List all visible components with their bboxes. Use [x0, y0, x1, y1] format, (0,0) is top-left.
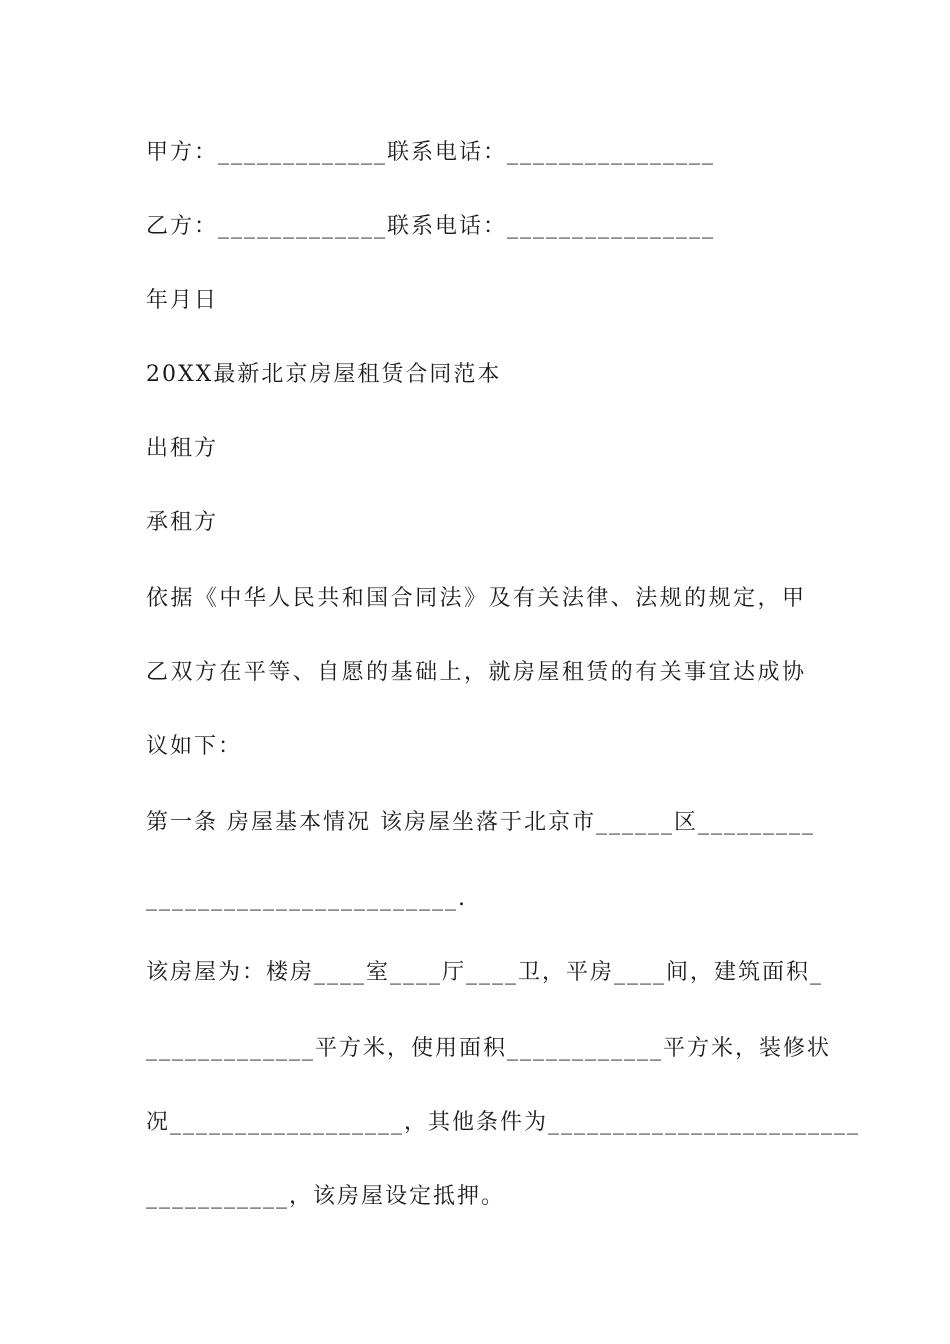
- article-1-line-2: ________________________.: [146, 886, 467, 911]
- lessor-label: 出租方: [146, 436, 219, 461]
- article-1-line-3: 该房屋为：楼房____室____厅____卫，平房____间，建筑面积_: [146, 960, 824, 985]
- article-1-line-4: _____________平方米，使用面积____________平方米，装修状: [146, 1036, 832, 1061]
- document-title: 20XX最新北京房屋租赁合同范本: [146, 362, 502, 387]
- party-b-line: 乙方：_____________联系电话：________________: [146, 214, 716, 239]
- preamble-line-3: 议如下：: [146, 734, 243, 759]
- preamble-line-2: 乙双方在平等、自愿的基础上，就房屋租赁的有关事宜达成协: [146, 660, 806, 685]
- article-1-line-6: ___________，该房屋设定抵押。: [146, 1184, 506, 1209]
- article-1-line-5: 况__________________，其他条件为________________________: [146, 1110, 861, 1135]
- article-1-line-1: 第一条 房屋基本情况 该房屋坐落于北京市______区_________: [146, 810, 815, 835]
- date-line: 年月日: [146, 288, 219, 313]
- preamble-line-1: 依据《中华人民共和国合同法》及有关法律、法规的规定，甲: [146, 586, 806, 611]
- party-a-line: 甲方：_____________联系电话：________________: [146, 140, 716, 165]
- lessee-label: 承租方: [146, 510, 219, 535]
